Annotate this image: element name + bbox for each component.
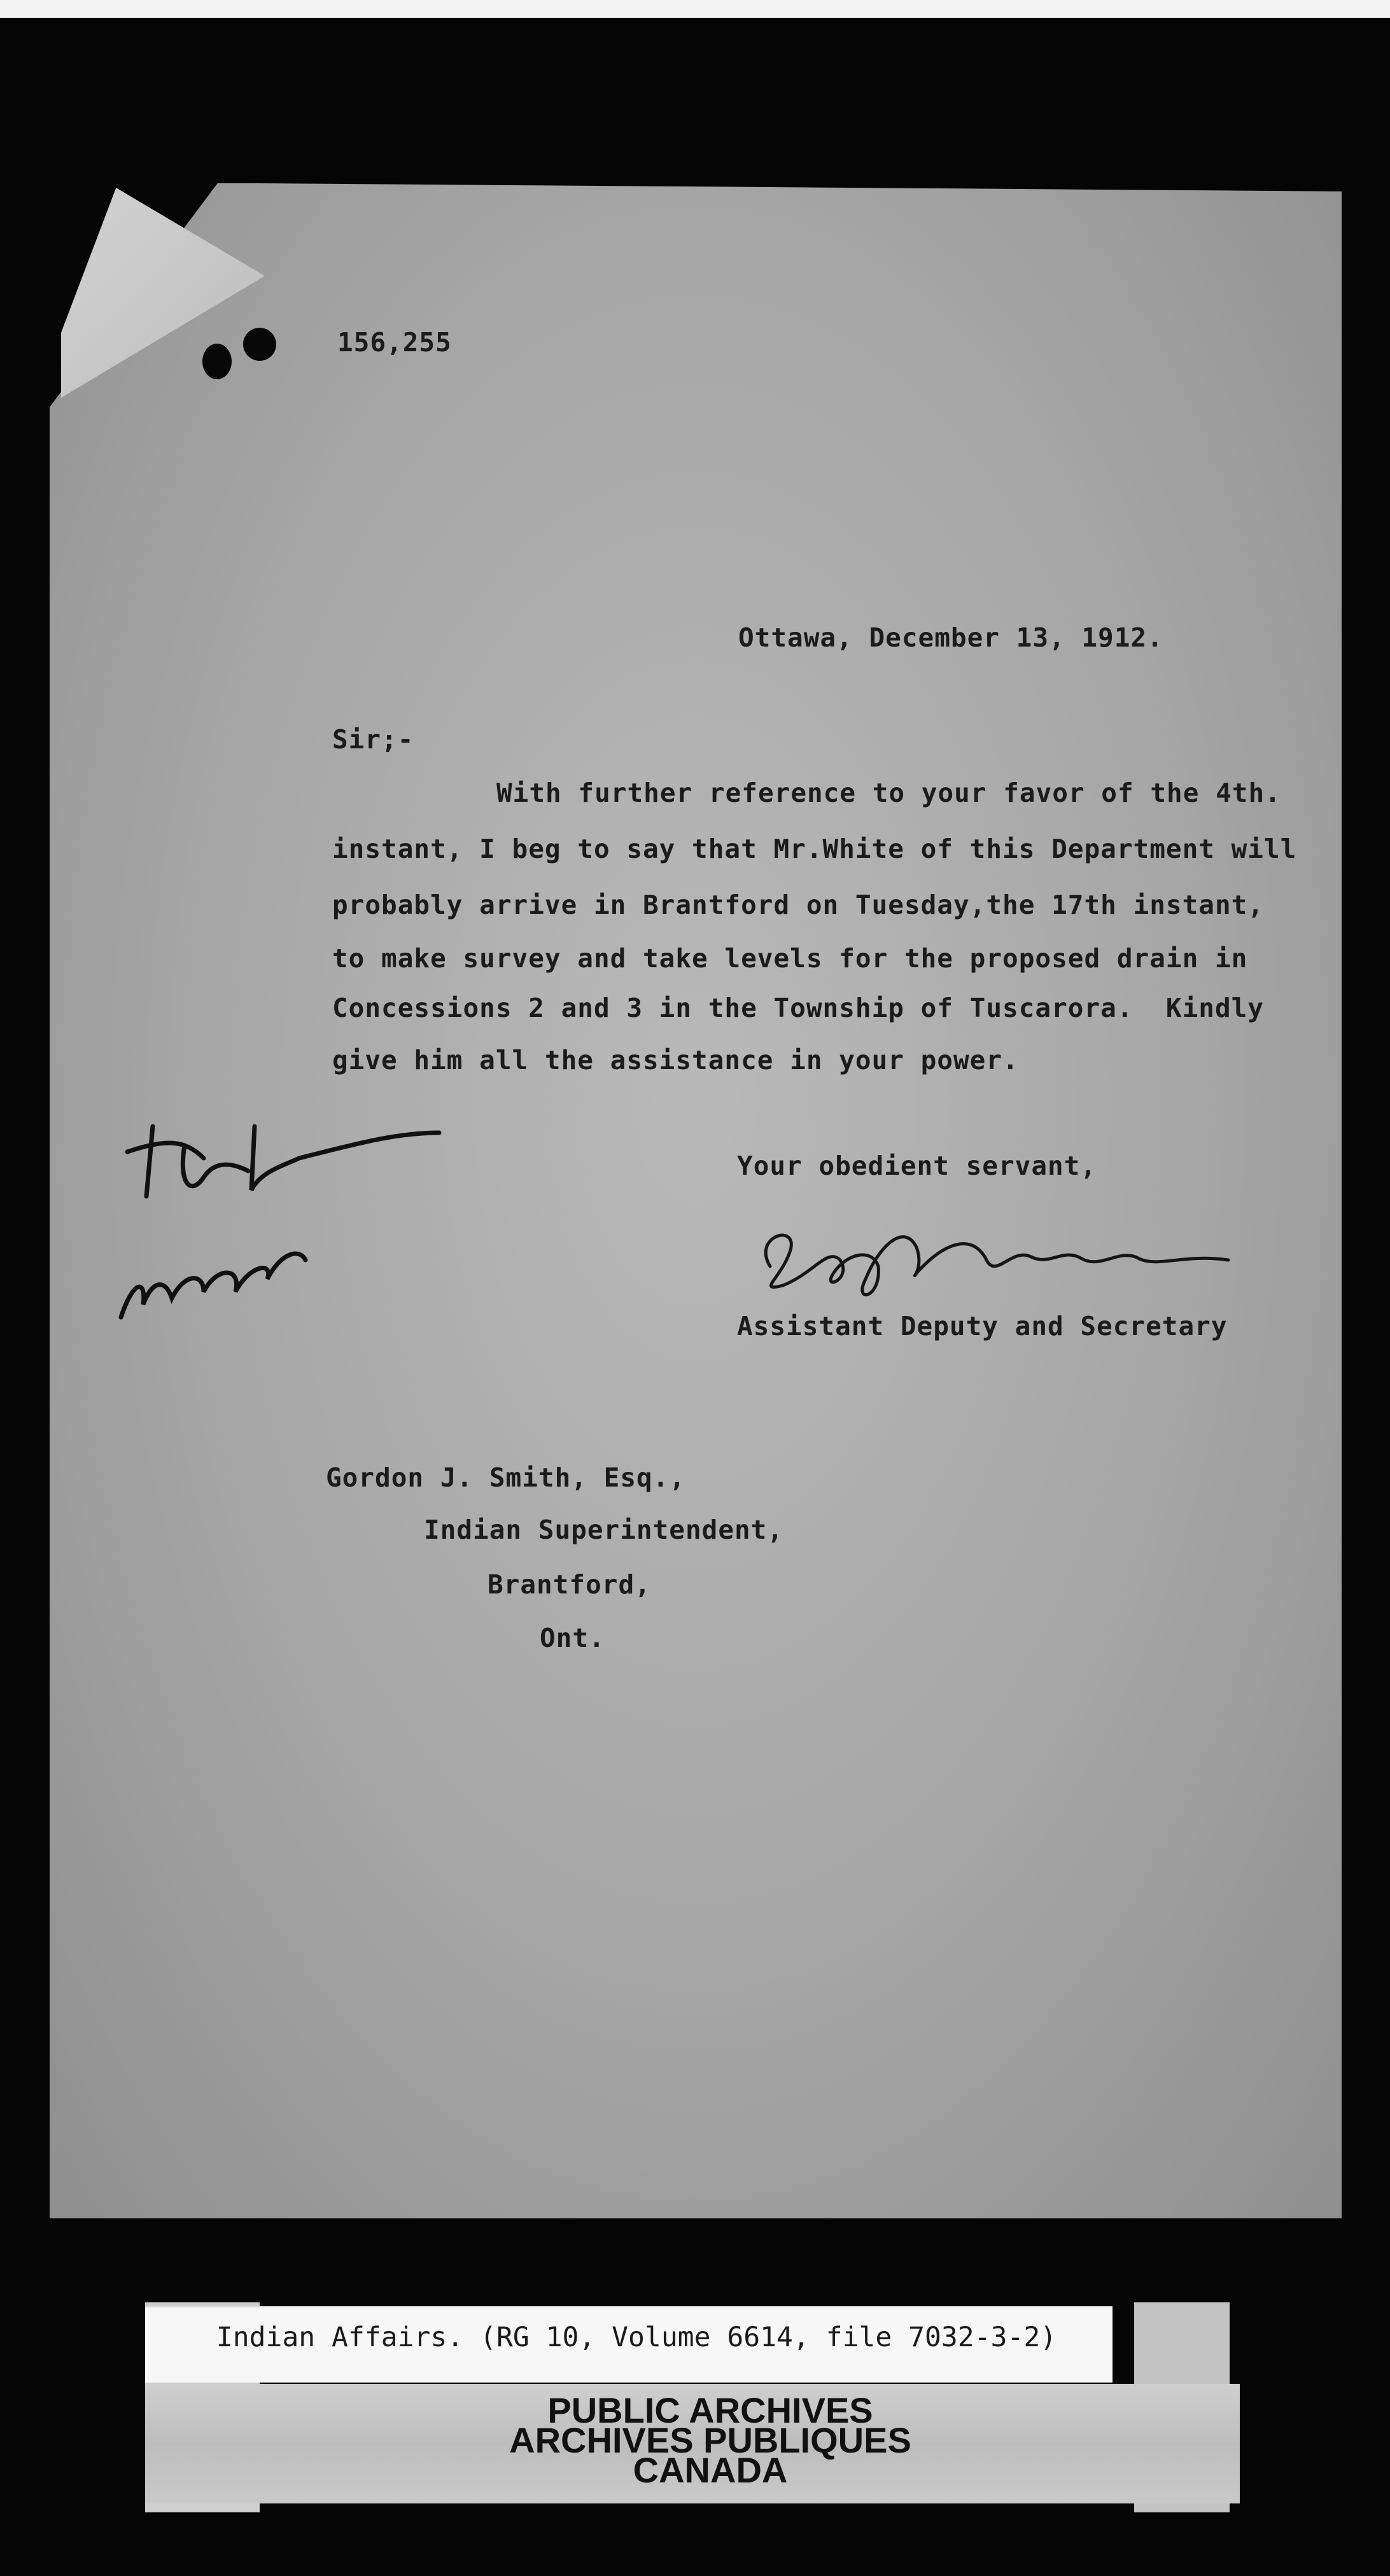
address-line: Brantford, — [488, 1569, 651, 1600]
closing: Your obedient servant, — [737, 1151, 1097, 1181]
body-line: Concessions 2 and 3 in the Township of Tuscarora. Kindly — [332, 993, 1264, 1023]
punch-hole-right — [243, 328, 276, 361]
file-number: 156,255 — [337, 327, 452, 358]
handwritten-signature — [745, 1209, 1254, 1313]
archive-stamp-line: PUBLIC ARCHIVES — [547, 2390, 873, 2430]
archive-stamp — [449, 2390, 971, 2490]
body-line: give him all the assistance in your power. — [332, 1045, 1019, 1075]
place-date: Ottawa, December 13, 1912. — [738, 622, 1163, 653]
archive-stamp-line: ARCHIVES PUBLIQUES — [509, 2420, 911, 2460]
body-line: instant, I beg to say that Mr.White of this Department will — [332, 834, 1297, 864]
archive-stamp-line: CANADA — [633, 2450, 788, 2490]
top-margin-strip — [0, 0, 1390, 18]
address-line: Ont. — [540, 1623, 605, 1653]
signature-title: Assistant Deputy and Secretary — [737, 1311, 1228, 1341]
body-line: With further reference to your favor of the 4th. — [496, 778, 1281, 808]
body-line: to make survey and take levels for the proposed drain in — [332, 943, 1248, 974]
handwritten-initials — [108, 1088, 465, 1345]
address-line: Indian Superintendent, — [424, 1515, 784, 1545]
salutation: Sir;- — [332, 724, 414, 755]
body-line: probably arrive in Brantford on Tuesday,the 17th instant, — [332, 890, 1264, 920]
address-line: Gordon J. Smith, Esq., — [326, 1462, 686, 1493]
punch-hole-left — [202, 344, 232, 379]
archive-reference: Indian Affairs. (RG 10, Volume 6614, file 7032-3-2) — [216, 2321, 1057, 2353]
